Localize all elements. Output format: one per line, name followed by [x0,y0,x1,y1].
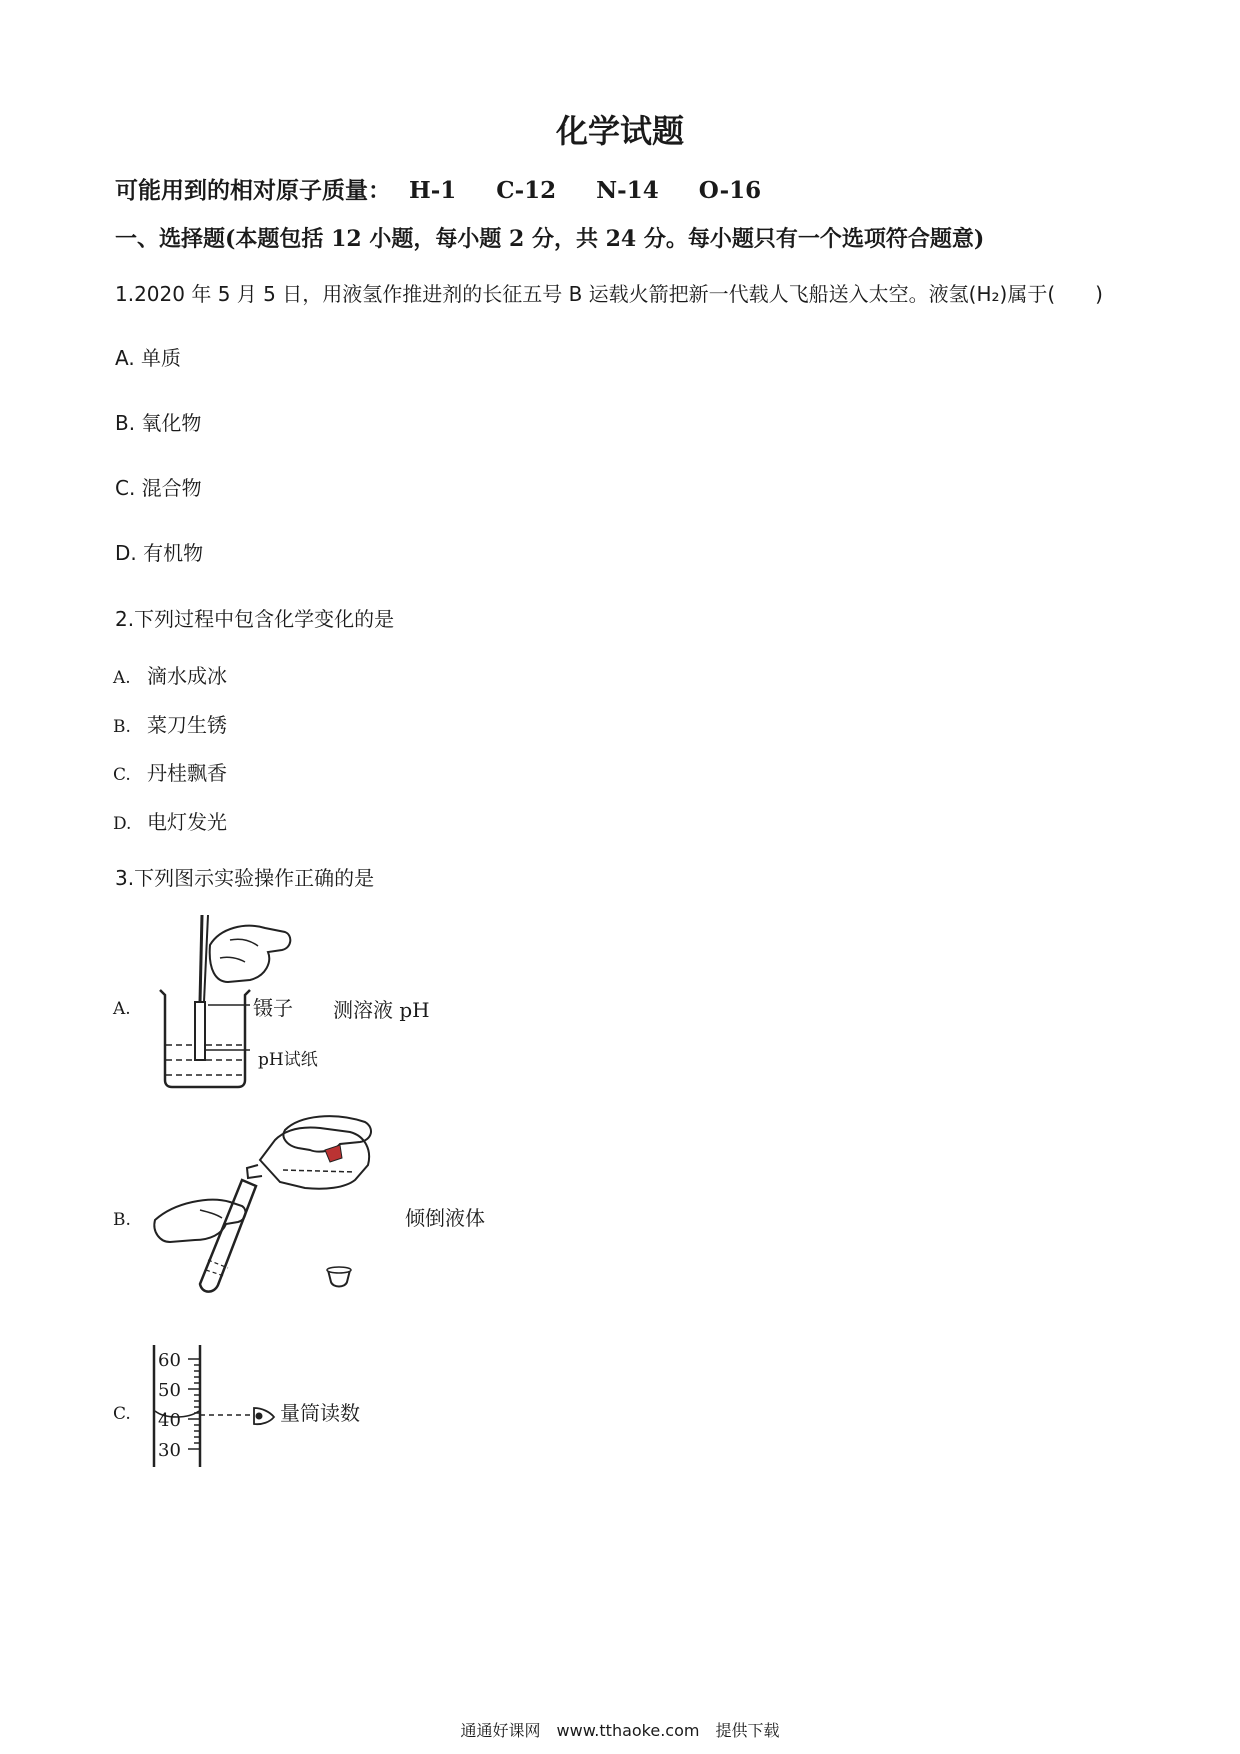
scale-label-40: 40 [158,1410,181,1431]
option-text: 滴水成冰 [147,664,227,688]
question-3-stem: 3.下列图示实验操作正确的是 [115,866,375,890]
option-text: 电灯发光 [147,810,227,834]
caption-pour-liquid: 倾倒液体 [405,1206,485,1230]
option-letter: B. [113,717,131,737]
scale-label-30: 30 [158,1440,181,1461]
question-1-option-c: C. 混合物 [115,476,202,500]
option-letter: C. [113,1404,131,1424]
scale-label-50: 50 [158,1380,181,1401]
scale-label-60: 60 [158,1350,181,1371]
ph-measurement-illustration [150,910,350,1095]
question-2-option-c [113,757,227,786]
question-3-option-a-letter [113,995,147,1019]
label-ph-paper: pH试纸 [258,1050,318,1070]
page-footer[interactable]: 通通好课网 www.tthaoke.com 提供下载 [460,1721,780,1740]
question-2-option-b [113,709,227,738]
question-3-option-c-letter [113,1400,147,1424]
option-letter: C. [113,765,131,785]
question-2-option-a [113,660,227,689]
page-title: 化学试题 [555,112,684,150]
question-1-option-d: D. 有机物 [115,541,204,565]
option-letter: A. [113,668,131,688]
label-tweezers: 镊子 [253,996,293,1020]
option-text: 丹桂飘香 [147,761,227,785]
option-letter: B. [113,1210,131,1230]
caption-read-cylinder: 量筒读数 [280,1401,360,1425]
question-1-option-a: A. 单质 [115,346,182,370]
question-3-option-b-letter [113,1206,147,1230]
atomic-mass-c: C-12 [496,177,557,204]
question-2-stem: 2.下列过程中包含化学变化的是 [115,607,395,631]
atomic-mass-o: O-16 [698,177,762,204]
atomic-mass-line [115,172,783,205]
atomic-mass-n: N-14 [596,177,659,204]
option-letter: A. [113,999,131,1019]
caption-measure-ph: 测溶液 pH [333,998,430,1022]
question-2-option-d [113,806,227,835]
question-1-option-b: B. 氧化物 [115,411,202,435]
atomic-mass-h: H-1 [409,177,457,204]
option-text: 菜刀生锈 [147,713,227,737]
atomic-mass-label: 可能用到的相对原子质量： [115,177,391,204]
section-heading: 一、选择题(本题包括 12 小题，每小题 2 分，共 24 分。每小题只有一个选项符合题意) [115,226,985,252]
pouring-liquid-illustration [150,1110,380,1310]
question-1-stem: 1.2020 年 5 月 5 日，用液氢作推进剂的长征五号 B 运载火箭把新一代载人飞船送入太空。液氢(H₂)属于( ) [115,282,1103,306]
option-letter: D. [113,814,132,834]
